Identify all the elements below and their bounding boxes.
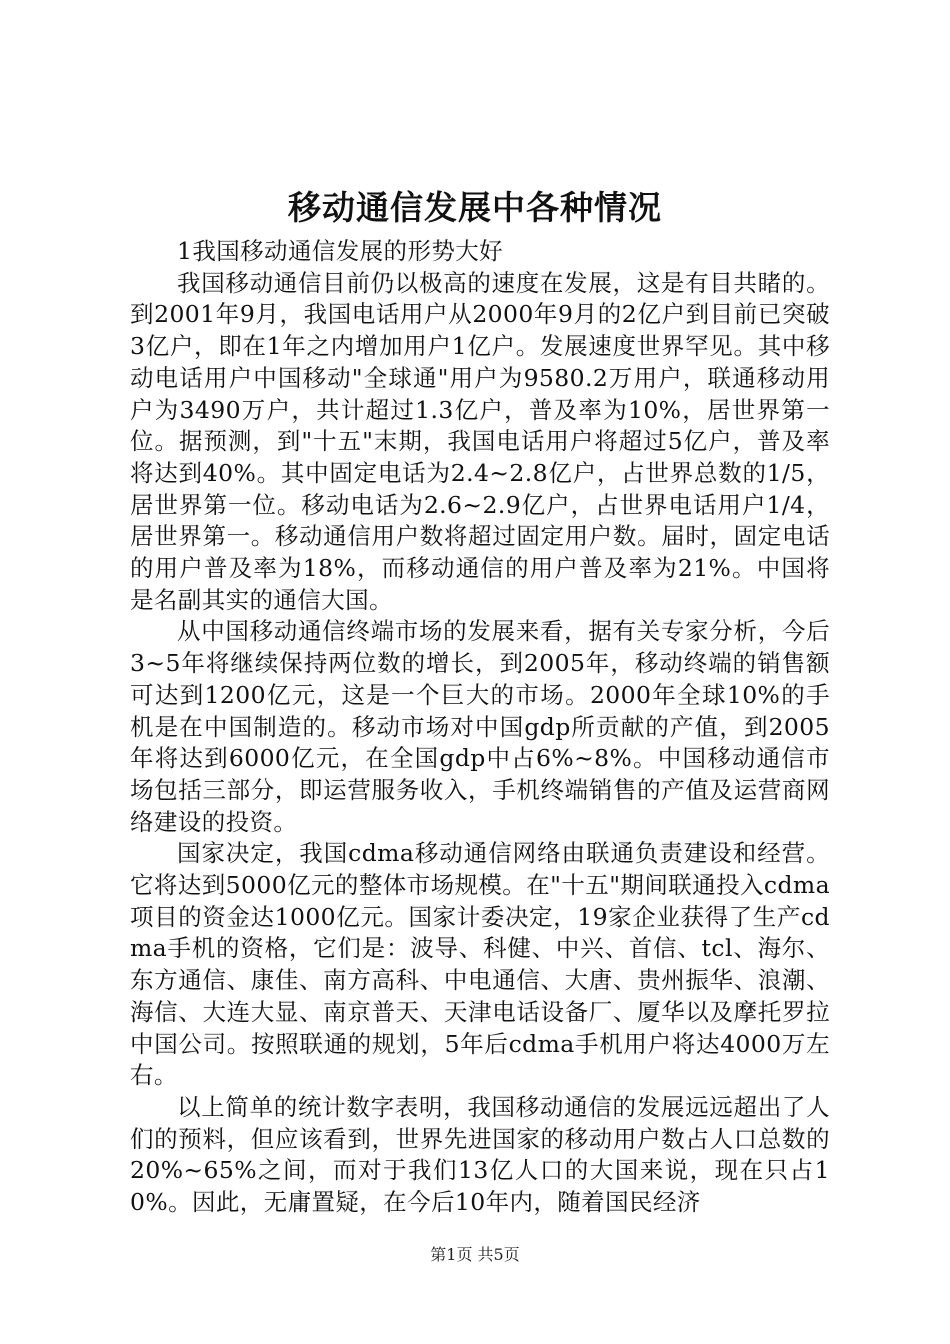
document-title: 移动通信发展中各种情况 xyxy=(288,188,662,227)
document-body xyxy=(130,236,830,1219)
page-number-footer: 第1页 共5页 xyxy=(430,1245,520,1264)
paragraph: 国家决定，我国cdma移动通信网络由联通负责建设和经营。它将达到5000亿元的整体市场规模。在"十五"期间联通投入cdma项目的资金达1000亿元。国家计委决定，19家企业获得了生产cdma手机的资格，它们是：波导、科健、中兴、首信、tcl、海尔、东方通信、康佳、南方高科、中电通信、大唐、贵州振华、浪潮、海信、大连大显、南京普天、天津电话设备厂、厦华以及摩托罗拉中国公司。按照联通的规划，5年后cdma手机用户将达4000万左右。 xyxy=(130,839,830,1090)
paragraph: 我国移动通信目前仍以极高的速度在发展，这是有目共睹的。到2001年9月，我国电话用户从2000年9月的2亿户到目前已突破3亿户，即在1年之内增加用户1亿户。发展速度世界罕见。其中移动电话用户中国移动"全球通"用户为9580.2万用户，联通移动用户为3490万户，共计超过1.3亿户，普及率为10%，居世界第一位。据预测，到"十五"末期，我国电话用户将超过5亿户，普及率将达到40%。其中固定电话为2.4~2.8亿户，占世界总数的1/5，居世界第一位。移动电话为2.6~2.9亿户，占世界电话用户1/4，居世界第一。移动通信用户数将超过固定用户数。届时，固定电话的用户普及率为18%，而移动通信的用户普及率为21%。中国将是名副其实的通信大国。 xyxy=(130,268,830,614)
section-heading: 1我国移动通信发展的形势大好 xyxy=(177,237,504,265)
paragraph: 从中国移动通信终端市场的发展来看，据有关专家分析，今后3~5年将继续保持两位数的增长，到2005年，移动终端的销售额可达到1200亿元，这是一个巨大的市场。2000年全球10%的手机是在中国制造的。移动市场对中国gdp所贡献的产值，到2005年将达到6000亿元，在全国gdp中占6%~8%。中国移动通信市场包括三部分，即运营服务收入，手机终端销售的产值及运营商网络建设的投资。 xyxy=(130,617,830,836)
paragraph: 以上简单的统计数字表明，我国移动通信的发展远远超出了人们的预料，但应该看到，世界先进国家的移动用户数占人口总数的20%~65%之间，而对于我们13亿人口的大国来说，现在只占10%。因此，无庸置疑，在今后10年内，随着国民经济 xyxy=(130,1092,830,1217)
